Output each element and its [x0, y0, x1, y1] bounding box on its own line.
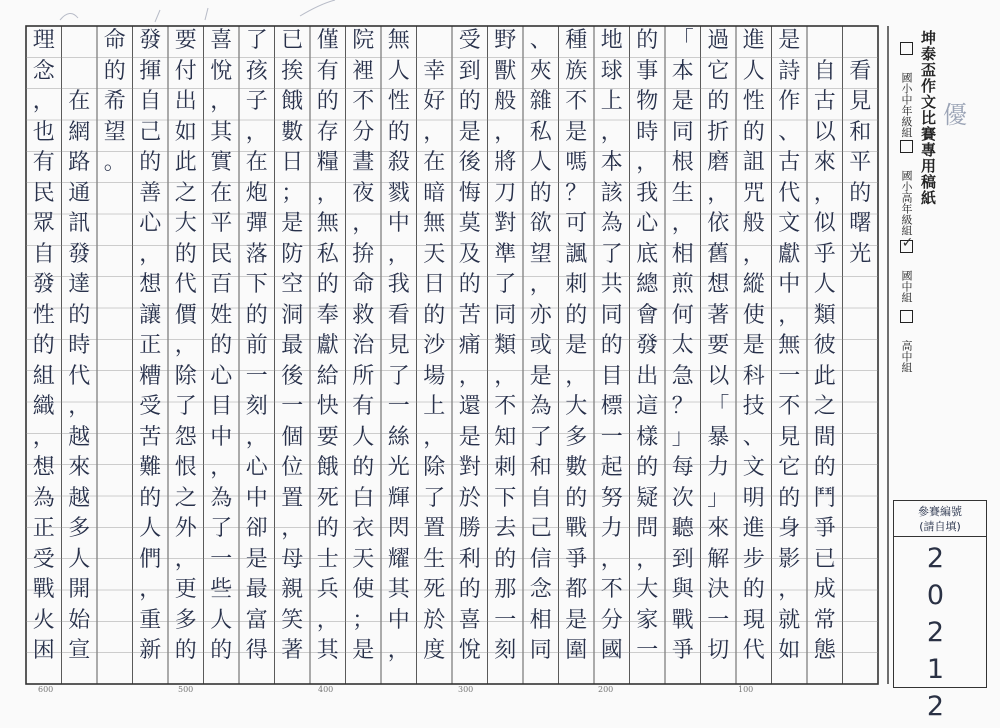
essay-column: 僅 有 的 存 糧 ， 無 私 的 奉 獻 給 快 要 餓 死 的 士 兵 ， 其: [316, 28, 339, 663]
level-senior-high: [898, 310, 914, 373]
essay-column: 種 族 不 是 嗎 ？ 可 諷 刺 的 是 ， 大 多 數 的 戰 爭 都 是 圍: [565, 28, 588, 663]
level-checkbox-checked-icon: [900, 240, 913, 253]
contest-title: 坤泰盃作文比賽專用稿紙: [919, 30, 937, 206]
scale-mark: 100: [738, 685, 754, 694]
essay-column: 自 古 以 來 ， 似 乎 人 類 彼 此 之 間 的 鬥 爭 已 成 常 態: [813, 58, 836, 663]
reference-label-line1: 參賽編號: [918, 505, 962, 518]
essay-column: 在 網 路 通 訊 發 達 的 時 代 ， 越 來 越 多 人 開 始 宣: [68, 89, 91, 663]
reference-label-line2: (請自填): [919, 520, 961, 533]
level-checkbox-icon: [900, 140, 913, 153]
level-elementary-upper: [898, 140, 914, 236]
level-label: 國中組: [900, 270, 913, 303]
essay-column: 幸 好 ， 在 暗 無 天 日 的 沙 場 上 ， 除 了 置 生 死 於 度: [423, 58, 446, 663]
essay-column: 要 付 出 如 此 之 大 的 代 價 ， 除 了 怨 恨 之 外 ， 更 多 的: [174, 28, 197, 663]
essay-column: 理 念 ， 也 有 民 眾 自 發 性 的 組 織 ， 想 為 正 受 戰 火 困: [32, 28, 55, 663]
level-elementary-middle: [898, 42, 914, 138]
reference-number: 20212: [920, 543, 951, 728]
essay-column: 地 球 上 ， 本 該 為 了 共 同 的 目 標 一 起 努 力 ， 不 分 國: [600, 28, 623, 663]
essay-column: 是 詩 作 、 古 代 文 獻 中 ， 無 一 不 見 它 的 身 影 ， 就 如: [778, 28, 801, 663]
essay-column: 無 人 性 的 殺 戮 中 ， 我 看 見 了 一 絲 光 輝 閃 耀 其 中 ，: [387, 28, 410, 663]
essay-column: 了 孩 子 ， 在 炮 彈 落 下 的 前 一 刻 ， 心 中 卻 是 最 富 得: [245, 28, 268, 663]
level-label: 高中組: [900, 340, 913, 373]
scale-mark: 200: [598, 685, 614, 694]
essay-column: 野 獸 般 ， 將 刀 對 準 了 同 類 ， 不 知 刺 下 去 的 那 一 刻: [494, 28, 517, 663]
essay-column: 院 裡 不 分 晝 夜 ， 拚 命 救 治 所 有 人 的 白 衣 天 使 ； 是: [352, 28, 375, 663]
essay-column: 的 事 物 時 ， 我 心 底 總 會 發 出 這 樣 的 疑 問 ， 大 家 一: [636, 28, 659, 663]
scale-mark: 400: [318, 685, 334, 694]
essay-column: 命 的 希 望 。: [103, 28, 126, 175]
reference-label: [894, 501, 986, 537]
essay-column: 過 它 的 折 磨 ， 依 舊 想 著 要 以 「 暴 力 」 來 解 決 一 切: [707, 28, 730, 663]
grade-mark: 優: [943, 101, 967, 129]
reference-number-box: [893, 500, 987, 728]
essay-column: 進 人 性 的 詛 咒 般 ， 縱 使 是 科 技 、 文 明 進 步 的 現 代: [742, 28, 765, 663]
level-label: 國小高年級組: [900, 170, 913, 236]
scale-mark: 300: [458, 685, 474, 694]
essay-column: 受 到 的 是 後 悔 莫 及 的 苦 痛 ， 還 是 對 於 勝 利 的 喜 悅: [458, 28, 481, 663]
scale-mark: 500: [178, 685, 194, 694]
essay-column: 發 揮 自 己 的 善 心 ， 想 讓 正 糟 受 苦 難 的 人 們 ， 重 新: [139, 28, 162, 663]
essay-column: 喜 悅 ， 其 實 在 平 民 百 姓 的 心 目 中 ， 為 了 一 些 人 的: [210, 28, 233, 663]
level-junior-high: [898, 240, 914, 303]
essay-column: 、 夾 雜 私 人 的 欲 望 ， 亦 或 是 為 了 和 自 己 信 念 相 同: [529, 28, 552, 663]
level-checkbox-icon: [900, 42, 913, 55]
essay-column: 已 挨 餓 數 日 ； 是 防 空 洞 最 後 一 個 位 置 ， 母 親 笑 著: [281, 28, 304, 663]
level-label: 國小中年級組: [900, 72, 913, 138]
essay-column: 「 本 是 同 根 生 ， 相 煎 何 太 急 ？ 」 每 次 聽 到 與 戰 爭: [671, 28, 694, 663]
essay-column: 看 見 和 平 的 曙 光: [849, 58, 872, 267]
level-checkbox-icon: [900, 310, 913, 323]
scale-mark: 600: [38, 685, 54, 694]
